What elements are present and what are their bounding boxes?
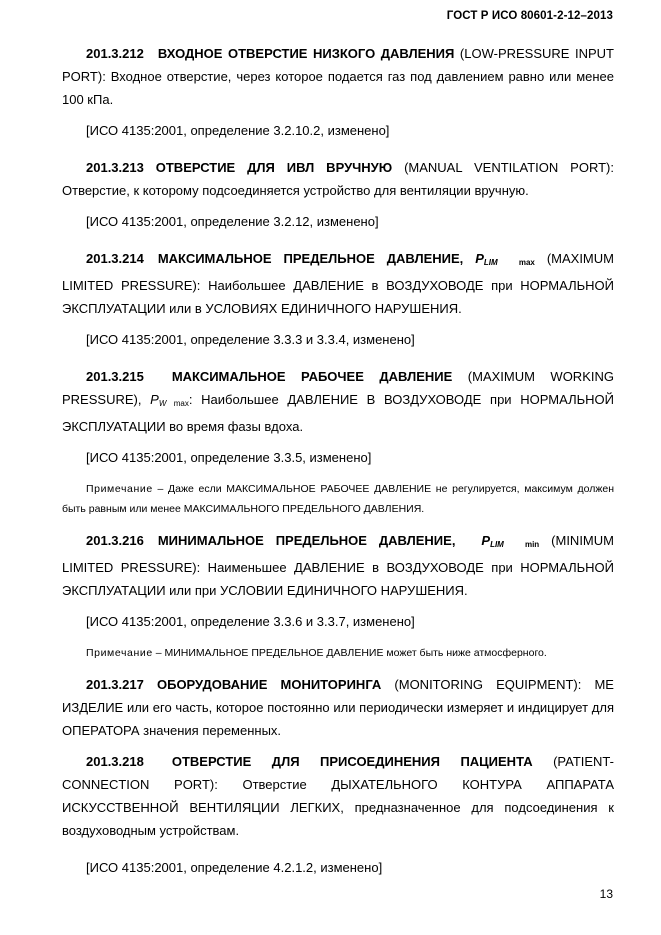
term-definition-end: : Наибольшее ДАВЛЕНИЕ В ВОЗДУХОВОДЕ при НОРМАЛЬНОЙ ЭКСПЛУАТАЦИИ во время фазы вдоха. (62, 392, 614, 434)
term-symbol: $P_{LIM}$ (475, 251, 498, 267)
term-symbol: $P_W$ (150, 392, 167, 408)
term-number: 201.3.213 (86, 160, 144, 175)
term-number: 201.3.218 (86, 754, 144, 769)
term-reference: [ИСО 4135:2001, определение 3.3.6 и 3.3.7, изменено] (86, 614, 415, 629)
symbol-subscript-extra: min (524, 540, 540, 549)
term-entry (62, 365, 614, 438)
page-number: 13 (599, 887, 613, 901)
term-definition: (MINIMUM LIMITED PRESSURE): Наименьшее ДАВЛЕНИЕ в ВОЗДУХОВОДЕ при НОРМАЛЬНОЙ ЭКСПЛУАТАЦИИ или при УСЛОВИИ ЕДИНИЧНОГО НАРУШЕНИЯ. (62, 533, 614, 598)
note-text: – Даже если МАКСИМАЛЬНОЕ РАБОЧЕЕ ДАВЛЕНИЕ не регулируется, максимум должен быть равным или менее МАКСИМАЛЬНОГО ПРЕДЕЛЬНОГО ДАВЛЕНИЯ. (62, 483, 615, 515)
term-entry (62, 673, 614, 742)
term-name: ОБОРУДОВАНИЕ МОНИТОРИНГА (156, 677, 382, 692)
term-number: 201.3.212 (86, 46, 144, 61)
term-note (62, 479, 614, 519)
note-text: – МИНИМАЛЬНОЕ ПРЕДЕЛЬНОЕ ДАВЛЕНИЕ может быть ниже атмосферного. (155, 647, 547, 659)
term-name: МАКСИМАЛЬНОЕ РАБОЧЕЕ ДАВЛЕНИЕ (171, 369, 453, 384)
term-reference: [ИСО 4135:2001, определение 3.2.10.2, изменено] (86, 123, 390, 138)
symbol-subscript: LIM (490, 540, 504, 549)
note-label: Примечание (86, 483, 153, 495)
term-definition: (MAXIMUM LIMITED PRESSURE): Наибольшее ДАВЛЕНИЕ в ВОЗДУХОВОДЕ при НОРМАЛЬНОЙ ЭКСПЛУАТАЦИИ или в УСЛОВИЯХ ЕДИНИЧНОГО НАРУШЕНИЯ. (62, 251, 614, 316)
term-name: МИНИМАЛЬНОЕ ПРЕДЕЛЬНОЕ ДАВЛЕНИЕ, (157, 533, 456, 548)
term-entry (62, 156, 614, 202)
symbol-subscript-extra: max (173, 399, 189, 408)
term-entry (62, 42, 614, 111)
term-number: 201.3.214 (86, 251, 144, 266)
symbol-subscript: W (158, 399, 167, 408)
term-entry (62, 750, 614, 842)
symbol-subscript: LIM (483, 258, 498, 267)
term-number: 201.3.217 (86, 677, 144, 692)
term-note (62, 643, 614, 663)
symbol-subscript-extra: max (518, 258, 535, 267)
term-definition: (MANUAL VENTILATION PORT): Отверстие, к которому подсоединяется устройство для вентиляции вручную. (62, 160, 614, 198)
document-header: ГОСТ Р ИСО 80601-2-12–2013 (446, 10, 613, 22)
term-name: ВХОДНОЕ ОТВЕРСТИЕ НИЗКОГО ДАВЛЕНИЯ (157, 46, 455, 61)
term-reference: [ИСО 4135:2001, определение 3.2.12, изменено] (86, 214, 379, 229)
term-name: ОТВЕРСТИЕ ДЛЯ ПРИСОЕДИНЕНИЯ ПАЦИЕНТА (171, 754, 533, 769)
term-entry (62, 529, 614, 602)
note-label: Примечание (86, 647, 153, 659)
term-definition: (LOW-PRESSURE INPUT PORT): Входное отверстие, через которое подается газ под давлением равно или менее 100 кПа. (62, 46, 614, 107)
term-definition: (MONITORING EQUIPMENT): МЕ ИЗДЕЛИЕ или его часть, которое постоянно или периодически измеряет и индицирует для ОПЕРАТОРА значения переменных. (62, 677, 614, 738)
term-reference: [ИСО 4135:2001, определение 4.2.1.2, изменено] (86, 860, 383, 875)
term-definition-start: (MAXIMUM WORKING PRESSURE), (62, 369, 614, 407)
term-symbol: $P_{LIM}$ (481, 533, 504, 549)
document-body (62, 42, 614, 879)
term-reference: [ИСО 4135:2001, определение 3.3.5, изменено] (86, 450, 372, 465)
term-number: 201.3.215 (86, 369, 144, 384)
term-name: МАКСИМАЛЬНОЕ ПРЕДЕЛЬНОЕ ДАВЛЕНИЕ, (157, 251, 464, 266)
term-definition: (PATIENT-CONNECTION PORT): Отверстие ДЫХАТЕЛЬНОГО КОНТУРА АППАРАТА ИСКУССТВЕННОЙ ВЕНТИЛЯЦИИ ЛЕГКИХ, предназначенное для подсоединения к воздуховодным устройствам. (62, 754, 614, 838)
term-number: 201.3.216 (86, 533, 144, 548)
term-entry (62, 247, 614, 320)
term-reference: [ИСО 4135:2001, определение 3.3.3 и 3.3.4, изменено] (86, 332, 415, 347)
term-name: ОТВЕРСТИЕ ДЛЯ ИВЛ ВРУЧНУЮ (155, 160, 393, 175)
